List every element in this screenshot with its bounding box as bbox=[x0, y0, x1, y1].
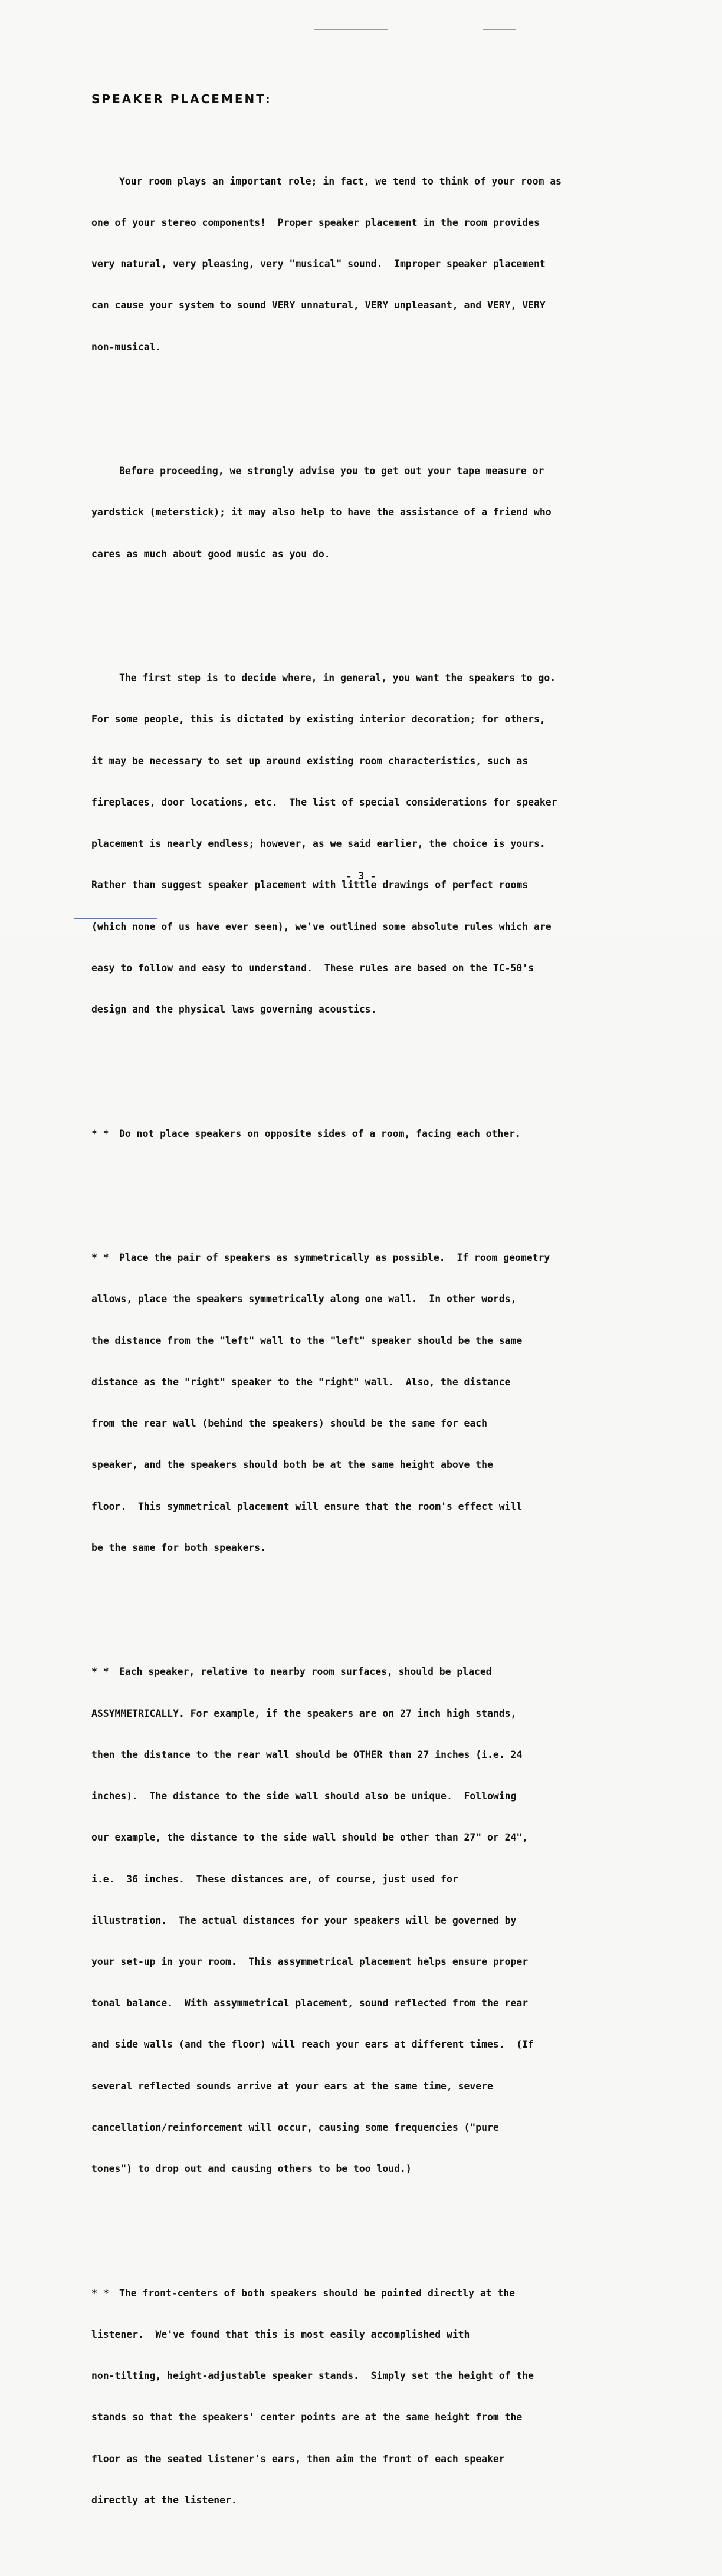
rule-item bbox=[91, 1223, 658, 1582]
rule-first-line bbox=[91, 1251, 658, 1264]
text-line: Do not place speakers on opposite sides of a room, facing each other. bbox=[119, 1128, 521, 1139]
bullet-mark: * * bbox=[91, 1128, 109, 1139]
text-line: one of your stereo components! Proper speaker placement in the room provides bbox=[91, 216, 540, 228]
text-line: ASSYMMETRICALLY. For example, if the speakers are on 27 inch high stands, bbox=[91, 1707, 517, 1719]
text-line: our example, the distance to the side wall should be other than 27" or 24", bbox=[91, 1832, 529, 1844]
text-line: yardstick (meterstick); it may also help to have the assistance of a friend who bbox=[91, 507, 552, 518]
text-line: stands so that the speakers' center points are at the same height from the bbox=[91, 2411, 523, 2423]
text-line: tones") to drop out and causing others to be too loud.) bbox=[91, 2163, 412, 2175]
paragraph bbox=[91, 643, 658, 1044]
rule-first-line bbox=[91, 1665, 658, 1678]
top-rule bbox=[483, 29, 516, 30]
text-line: For some people, this is dictated by existing interior decoration; for others, bbox=[91, 714, 546, 725]
text-line: illustration. The actual distances for your speakers will be governed by bbox=[91, 1914, 517, 1926]
text-line: very natural, very pleasing, very "musical" sound. Improper speaker placement bbox=[91, 258, 546, 270]
text-line: Your room plays an important role; in fact, we tend to think of your room as bbox=[119, 175, 562, 187]
rule-item bbox=[91, 1099, 658, 1168]
body-text bbox=[91, 119, 658, 2576]
text-line: non-tilting, height-adjustable speaker stands. Simply set the height of the bbox=[91, 2370, 534, 2382]
text-line: fireplaces, door locations, etc. The list of special considerations for speaker bbox=[91, 796, 557, 808]
text-line: your set-up in your room. This assymmetrical placement helps ensure proper bbox=[91, 1956, 529, 1967]
text-line: non-musical. bbox=[91, 341, 162, 353]
text-line: cares as much about good music as you do. bbox=[91, 548, 330, 560]
text-line: be the same for both speakers. bbox=[91, 1542, 267, 1553]
page-number: - 3 - bbox=[346, 870, 376, 882]
text-line: listener. We've found that this is most easily accomplished with bbox=[91, 2328, 470, 2340]
text-line: Before proceeding, we strongly advise you to get out your tape measure or bbox=[119, 465, 544, 477]
text-line: Each speaker, relative to nearby room surfaces, should be placed bbox=[119, 1666, 492, 1678]
text-line: directly at the listener. bbox=[91, 2494, 237, 2506]
text-line: tonal balance. With assymmetrical placement, sound reflected from the rear bbox=[91, 1997, 529, 2009]
text-line: several reflected sounds arrive at your ears at the same time, severe bbox=[91, 2080, 493, 2092]
text-line: easy to follow and easy to understand. These rules are based on the TC-50's bbox=[91, 962, 534, 974]
text-line: floor. This symmetrical placement will ensure that the room's effect will bbox=[91, 1500, 523, 1512]
rule-first-line bbox=[91, 2286, 658, 2300]
rule-item bbox=[91, 1638, 658, 2204]
section-heading: SPEAKER PLACEMENT: bbox=[91, 92, 272, 106]
top-rule bbox=[314, 29, 388, 30]
text-line: then the distance to the rear wall should be OTHER than 27 inches (i.e. 24 bbox=[91, 1749, 523, 1760]
text-line: cancellation/reinforcement will occur, causing some frequencies ("pure bbox=[91, 2121, 499, 2133]
text-line: the distance from the "left" wall to the "left" speaker should be the same bbox=[91, 1335, 523, 1346]
paragraph bbox=[91, 436, 658, 588]
text-line: i.e. 36 inches. These distances are, of course, just used for bbox=[91, 1873, 458, 1885]
text-line: it may be necessary to set up around existing room characteristics, such as bbox=[91, 755, 529, 767]
bullet-mark: * * bbox=[91, 1666, 109, 1678]
text-line: placement is nearly endless; however, as we said earlier, the choice is yours. bbox=[91, 838, 546, 850]
text-line: Rather than suggest speaker placement with little drawings of perfect rooms bbox=[91, 879, 529, 891]
text-line: floor as the seated listener's ears, then aim the front of each speaker bbox=[91, 2453, 505, 2465]
text-line: and side walls (and the floor) will reach your ears at different times. (If bbox=[91, 2039, 534, 2051]
text-line: design and the physical laws governing acoustics. bbox=[91, 1003, 377, 1015]
text-line: (which none of us have ever seen), we've outlined some absolute rules which are bbox=[91, 921, 552, 932]
rule-first-line bbox=[91, 1127, 658, 1141]
footer-rule bbox=[74, 918, 157, 919]
text-line: can cause your system to sound VERY unnatural, VERY unpleasant, and VERY, VERY bbox=[91, 300, 546, 311]
text-line: distance as the "right" speaker to the "right" wall. Also, the distance bbox=[91, 1376, 511, 1388]
text-line: The front-centers of both speakers should be pointed directly at the bbox=[119, 2287, 516, 2299]
bullet-mark: * * bbox=[91, 1252, 109, 1264]
text-line: speaker, and the speakers should both be at the same height above the bbox=[91, 1459, 493, 1471]
rule-item bbox=[91, 2259, 658, 2535]
text-line: from the rear wall (behind the speakers) should be the same for each bbox=[91, 1418, 488, 1430]
text-line: allows, place the speakers symmetrically along one wall. In other words, bbox=[91, 1293, 517, 1305]
text-line: inches). The distance to the side wall should also be unique. Following bbox=[91, 1790, 517, 1802]
text-line: Place the pair of speakers as symmetrically as possible. If room geometry bbox=[119, 1252, 550, 1264]
paragraph bbox=[91, 147, 658, 382]
bullet-mark: * * bbox=[91, 2287, 109, 2299]
text-line: The first step is to decide where, in general, you want the speakers to go. bbox=[119, 672, 556, 684]
